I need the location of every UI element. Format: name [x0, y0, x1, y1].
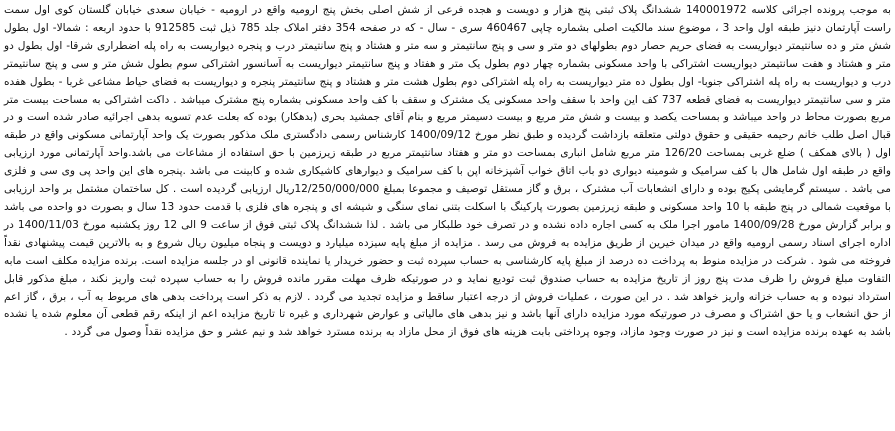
notice-body-text: به موجب پرونده اجرائی کلاسه 140001972 ششدانگ پلاک ثبتی پنج هزار و دویست و هجده فرعی از شش اصلی بخش پنج ارومیه واقع در ارومیه - خیابان سعدی خیابان گلستان کوی اول سمت راست آپارتمان دنیز طبقه اول واحد 3 ، موضوع سند مالکیت اصلی بشماره چاپی 460467 سری - سال - که در صفحه 354 دفتر املاک جلد 785 ذیل ثبت 912585 با حدود اربعه : شمالا- اول بطول شش متر و ده سانتیمتر دیواریست به فضای حریم حصار دوم بطولهای دو متر و سی و پنج سانتیمتر و سه متر و هشتاد و پنج سانتیمتر درب و پنجره دیواریست به راه پله اضطراری شرقا- اول بطول دو متر و هشتاد و هفت سانتیمتر دیواریست اشتراکی با واحد مسکونی بشماره چهار دوم بطول یک متر و هفتاد و پنج سانتیمتر دیواریست به آسانسور اشتراکی سوم بطول شش متر و سی و پنج سانتیمتر درب و دیواریست به راه پله اشتراکی جنوبا- اول بطول ده متر دیواریست به راه پله اشتراکی دوم بطول هشت متر و هشتاد و پنج سانتیمتر پنجره و دیواریست به فضای حیاط مشاعی غربا - بطول هفده متر و سی سانتیمتر دیواریست به فضای قطعه 737 کف این واحد با سقف واحد مسکونی یک مشترک و سقف با کف واحد مسکونی بشماره پنج مشترک میباشد . داکت اشتراکی به مساحت بیست متر مربع بصورت محاط در واحد میباشد و بمساحت یکصد و بیست و شش متر مربع و بیست دسیمتر مربع و بنام آقای جمشید بحری (بدهکار) بوده که بعلت عدم تسویه بدهی اجرائیه صادر شده است و در قبال اصل طلب خانم رحیمه حقیقی و حقوق دولتی متعلقه بازداشت گردیده و طبق نظر مورخ 1400/09/12 کارشناس رسمی دادگستری ملک مذکور بصورت یک واحد آپارتمانی مسکونی واقع در طبقه اول ( بالای همکف ) ضلع غربی بمساحت 126/20 متر مربع شامل انباری بمساحت دو متر و هفتاد سانتیمتر مربع در طبقه زیرزمین با حق استفاده از مشاعات می باشد.واحد آپارتمانی مورد ارزیابی واقع در طبقه اول شامل هال با کف سرامیک و شومینه دیواری دو باب اتاق خواب آشپزخانه اپن با کف سرامیک و دیوارهای کاشیکاری شده و کابینت می باشد .پنجره های این واحد پی وی سی و فلزی می باشد . سیستم گرمایشی پکیج بوده و دارای انشعابات آب مشترک ، برق و گاز مستقل توصیف و مجموعا بمبلغ 12/250/000/000ریال ارزیابی گردیده است . کل ساختمان مشتمل بر واحد ارزیابی با موقعیت شمالی در پنج طبقه با 10 واحد مسکونی و طبقه زیرزمین بصورت پارکینگ با اسکلت بتنی نمای سنگی و شیشه ای و پنجره های فلزی با قدمت حدود 13 سال و بصورت دو واحده می باشد و برابر گزارش مورخ 1400/09/28 مامور اجرا ملک به کسی اجاره داده نشده و در تصرف خود طلبکار می باشد . لذا ششدانگ پلاک ثبتی فوق از ساعت 9 الی 12 روز یکشنبه مورخ 1400/11/03 در اداره اجرای اسناد رسمی ارومیه واقع در میدان خیرین از طریق مزایده به فروش می رسد . مزایده از مبلغ پایه سیزده میلیارد و دویست و پنجاه میلیون ریال شروع و به بالاترین قیمت پیشنهادی نقداً فروخته می شود . شرکت در مزایده منوط به پرداخت ده درصد از مبلغ پایه کارشناسی به حساب سپرده ثبت و حضور خریدار یا نماینده قانونی او در جلسه مزایده است. برنده مزایده مکلف است مابه التفاوت مبلغ فروش را ظرف مدت پنج روز از تاریخ مزایده به حساب صندوق ثبت تودیع نماید و در صورتیکه ظرف مهلت مقرر مانده فروش را به حساب سپرده ثبت واریز نکند ، مبلغ مذکور قابل استرداد نبوده و به حساب خزانه واریز خواهد شد . در این صورت ، عملیات فروش از درجه اعتبار ساقط و مزایده تجدید می گردد . لازم به ذکر است پرداخت بدهی های مربوط به آب ، برق ، گاز اعم از حق انشعاب و یا حق اشتراک و مصرف در صورتیکه مورد مزایده دارای آنها باشد و نیز بدهی های مالیاتی و عوارض شهرداری و غیره تا تاریخ مزایده اعم از اینکه رقم قطعی آن معلوم شده یا نشده باشد به عهده برنده مزایده است و نیز در صورت وجود مازاد، وجوه پرداختی بابت هزینه های فوق از محل مازاد به برنده مسترد خواهد شد و نیم عشر و حق مزایده نقداً وصول می گردد . — [4, 4, 892, 339]
